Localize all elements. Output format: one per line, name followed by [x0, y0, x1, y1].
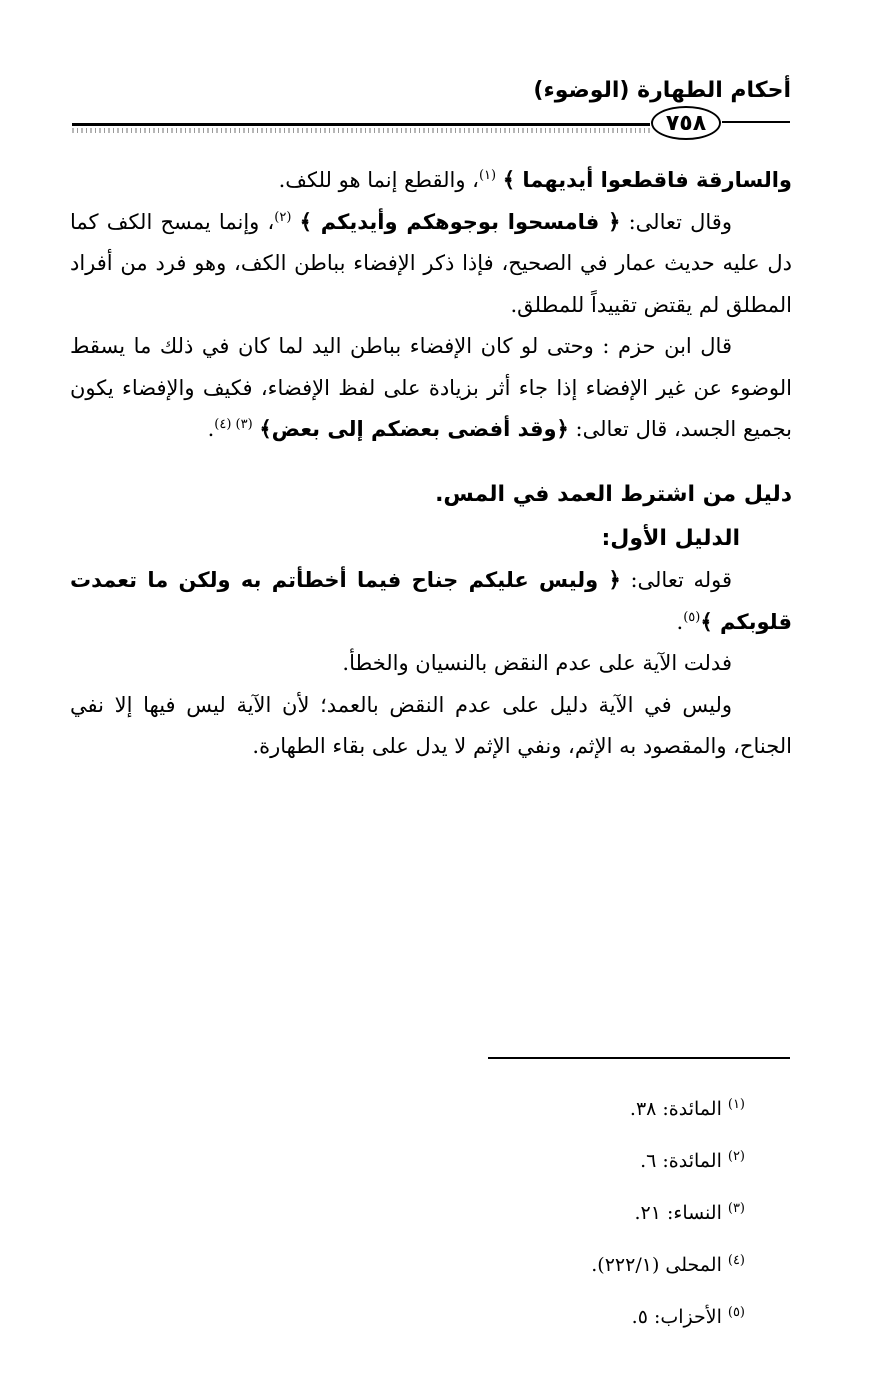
- quran-quote: ﴿وقد أفضى بعضكم إلى بعض﴾: [259, 417, 569, 442]
- footnote-mark: (٢): [727, 1148, 745, 1164]
- paragraph-5: فدلت الآية على عدم النقض بالنسيان والخطأ.: [342, 651, 732, 676]
- header-rule: [72, 123, 650, 126]
- quran-quote: والسارقة فاقطعوا أيديهما ﴾: [502, 168, 792, 192]
- section-heading: دليل من اشترط العمد في المس.: [435, 482, 792, 508]
- footnote-ref: (٥): [683, 609, 701, 625]
- footnote-text: المحلى (٢٢٢/١).: [591, 1254, 722, 1276]
- footnote-item: [345, 1239, 745, 1291]
- quran-quote: ﴿ وليس عليكم جناح فيما أخطأتم به ولكن ما تعمدت قلوبكم ﴾: [70, 568, 792, 634]
- running-header-title: أحكام الطهارة (الوضوء): [533, 78, 791, 103]
- footnote-mark: (٣): [727, 1200, 745, 1216]
- header-rule-texture: [72, 128, 650, 133]
- section-gap: [70, 451, 792, 473]
- header-rule-right: [722, 121, 790, 123]
- footnote-item: [345, 1135, 745, 1187]
- paragraph-lead: وقال تعالى:: [620, 209, 732, 234]
- paragraph-text: ، والقطع إنما هو للكف.: [278, 168, 479, 192]
- footnote-separator: [488, 1057, 790, 1059]
- footnote-ref: (٢): [274, 209, 292, 225]
- paragraph-text: .: [676, 609, 684, 634]
- paragraph-2: [70, 202, 792, 327]
- footnote-mark: (٤): [727, 1252, 745, 1268]
- quran-quote: ﴿ فامسحوا بوجوهكم وأيديكم ﴾: [299, 209, 621, 234]
- footnote-item: [345, 1187, 745, 1239]
- main-text: [70, 160, 792, 768]
- paragraph-lead: قوله تعالى:: [620, 568, 732, 593]
- paragraph-6: وليس في الآية دليل على عدم النقض بالعمد؛ لأن الآية ليس فيها إلا نفي الجناح، والمقصود به الإثم، ونفي الإثم لا يدل على بقاء الطهارة.: [70, 692, 792, 759]
- footnote-text: النساء: ٢١.: [634, 1202, 722, 1224]
- footnote-mark: (٥): [727, 1304, 745, 1320]
- paragraph-text: .: [207, 417, 215, 442]
- footnote-ref: (١): [478, 168, 497, 183]
- section-subheading: الدليل الأول:: [601, 525, 740, 551]
- footnote-item: [345, 1291, 745, 1343]
- footnote-text: المائدة: ٣٨.: [629, 1098, 722, 1120]
- footnote-text: المائدة: ٦.: [640, 1150, 722, 1172]
- footnotes: [345, 1083, 745, 1343]
- footnote-item: [345, 1083, 745, 1135]
- paragraph-4: [70, 560, 792, 643]
- paragraph-lead: قال ابن حزم : وحتى لو كان الإفضاء بباطن اليد لما كان في ذلك ما يسقط الوضوء عن غير الإفضاء إذا جاء أثر بزيادة على لفظ الإفضاء، فكيف والإفضاء يكون بجميع الجسد، قال تعالى:: [70, 334, 792, 442]
- paragraph-text: ، وإنما يمسح الكف كما دل عليه حديث عمار في الصحيح، فإذا ذكر الإفضاء بباطن الكف، وهو فرد من أفراد المطلق لم يقتض تقييداً للمطلق.: [70, 209, 792, 317]
- footnote-mark: (١): [727, 1096, 745, 1112]
- page-number-badge: [651, 106, 721, 140]
- page-number: ٧٥٨: [665, 110, 707, 136]
- paragraph-3: [70, 326, 792, 451]
- footnote-text: الأحزاب: ٥.: [631, 1306, 722, 1328]
- paragraph-1: [70, 160, 792, 202]
- footnote-ref: (٣) (٤): [214, 417, 253, 433]
